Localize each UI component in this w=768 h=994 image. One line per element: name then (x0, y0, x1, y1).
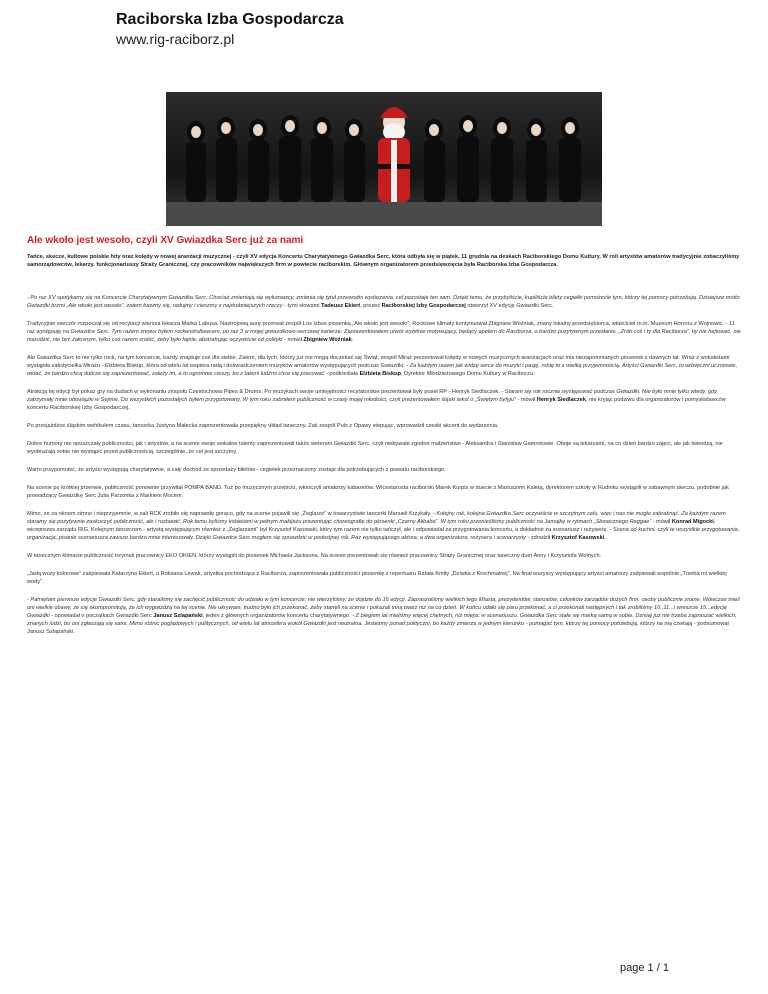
quote: - Z biegiem lat mieliśmy więcej chętnych, niż miejsc w scenariuszu. Gwiazdka Serc stała się marką samą w sobie. Dzisiaj już nie trzeba zapraszać wielkich, znanych ludzi, bo oni zgłaszają się sami. Mimo różnic poglądowych i politycznych, od wielu lat atmosfera wokół Gwiazdki jest neutralna. Jesteśmy ponad polityczni, bo każdy zmierza w jednym kierunku - pomagać tym, którzy tej pomocy potrzebują, którzy na nią czekają (27, 613, 737, 627)
site-header (116, 10, 344, 48)
paragraph-4: Atrakcją tej edycji był pokaz gry na dudach w wykonaniu zespołu Częstochowa Pipes & Drums. Po muzykach swoje umiejętności recytatorskie prezentował były poseł RP - Henryk Siedlaczek. - Staram się rok rocznie występować podczas Gwiazdki. Nie było mnie tylko wtedy, gdy zatrzymały mnie obowiązki w Sejmie. Do wszystkich pozostałych byłem przygotowany. W tym roku zabrałem publiczność w czasy mojej młodości, czyli prezentowałem śląski tekst o „Świętym byfyju” - mówił Henryk Siedlaczek, nie kryjąc podziwu dla organizatorów i pomysłodawców koncertu Raciborskiej Izby Gospodarczej. (27, 389, 726, 411)
stage-photo-image (166, 92, 602, 226)
paragraph-3: Ale Gwiazdka Serc to nie tylko rock, na tym koncercie, każdy znajduje coś dla siebie. Zatem, dla tych, którzy już nie mogą doczekać się Świąt, zespół Miraż prezentował kolędy w nowych muzycznych aranżacjach oraz mix niezapomnianych piosenek z dawnych lat. Wraz z wokalistami wystąpiła założycielka Mirażu - Elżbieta Biskup, która od wielu lat wspiera radą i doświadczeniem muzyków amatorów występujących podczas Gwiazdki. - Za każdym razem jak widzę serce do muzyki i pasję, robię to z wielką przyjemnością. Artyści Gwiazdki Serc, to wdzięczni uczniowie, widać, że bardzo chcą dobrze się zaprezentować, zależy im, a to ogromnie cieszy, bo z takimi ludźmi chce się pracować - podkreślała Elżbieta Biskup, Dyrektor Młodzieżowego Domu Kultury w Raciborzu. (27, 355, 738, 377)
article-lead: Tańce, skecze, kultowe polskie hity oraz kolędy w nowej aranżacji muzycznej - czyli XV edycja Koncertu Charytatywnego Gwiazdka Serc, która odbyła się w piątek, 11 grudnia na deskach Raciborskiego Domu Kultury. W roli artystów amatorów tradycyjnie zobaczyliśmy samorządowców, lekarzy, funkcjonariuszy Straży Granicznej, czy pracowników największych firm w powiecie raciborskim. Głównym organizatorem przedsięwzięcia była Raciborska Izba Gospodarcza. (27, 254, 740, 268)
paragraph-10: W tanecznym klimacie publiczność trzymali pracownicy EKO OKIEN, którzy wystąpili do piosenek Michaela Jacksona. Na scenie prezentowali się również pracownicy Straży Granicznej oraz taneczny duet Anny i Krzysztofa Wolnych. (27, 553, 602, 559)
person-name: Henryk Siedlaczek (536, 397, 586, 403)
paragraph-2: Tradycyjnie wieczór rozpoczął się od recytacji wiersza lekarza Marka Labusa. Nastrojową aurę przerwał zespół Los Izbos piosenką „Ale wkoło jest wesoło”. Rockowe klimaty kontynuował Zbigniew Woźniak, znany lokalny przedsiębiorca, właściciel m.in. Muzeum Horroru z Wojnowic. - 11 raz występuję na Gwiazdce Serc. Tym razem znowu byłem rockendrollowcem, po raz 3 w mojej gwiazdkowo-sercowej karierze. Zaprezentowałem utwór wybitnie motywujący, będący apelem do Raciborza, o bardzo pozytywnym przesłaniu. „Zrób coś i ty dla Raciborza”, by nie hejtować, nie marudzić, nie być żałosnym, tylko coś razem zrobić, żeby było fajnie, abstrahując oczywiście od polityki - mówił Zbigniew Woźniak. (27, 321, 741, 343)
paragraph-1: - Po raz XV spotykamy się na Koncercie Charytatywnym Gwiazdka Serc. Chociaż zmieniają się wykonawcy, zmienia się tytuł przewodni wydarzenia, cel pozostaje ten sam. Dzięki temu, że przybyliście, kupiliście bilety cegiełki pomożecie tym, którzy tej pomocy potrzebują. Dzisiejsze motto Gwiazdki brzmi „Ale wkoło jest wesoło”, zatem bawmy się, radujmy i cieszmy z najdrobniejszych rzeczy - tymi słowami Tadeusz Ekiert, prezes Raciborskiej Izby Gospodarczej otworzył XV edycję Gwiazdki Serc. (27, 295, 740, 309)
person-name: Zbigniew Woźniak (303, 337, 352, 343)
paragraph-5: Po przejażdżce śląskim wehikułem czasu, tancerka Justyna Małecka zaprezentowała przepiękny układ taneczny. Zaś zespół Puls z Opawy stepując, wprowadził czeski akcent do wydarzenia. (27, 423, 499, 429)
quote: - Kolejny rok, kolejna Gwiazdka Serc oczywiście w szczytnym celu, więc i nas nie mogło zabraknąć. Za każdym razem staramy się pozytywnie zaskoczyć publiczność, ale i rozbawić. Rok temu byliśmy kobietami w pełnym makijażu prezentując choreografię do piosenki „Czarny Alibaba”. W tym roku przenieśliśmy publiczność na Jamajkę w rytmach „Słonecznego Reggae” (27, 511, 726, 525)
quote: - 11 raz występuję na Gwiazdce Serc. Tym razem znowu byłem rockendrollowcem, po raz 3 w mojej gwiazdkowo-sercowej karierze. Zaprezentowałem utwór wybitnie motywujący, będący apelem do Raciborza, o bardzo pozytywnym przesłaniu. „Zrób coś i ty dla Raciborza”, by nie hejtować, nie marudzić, nie być żałosnym, tylko coś razem zrobić, żeby było fajnie, abstrahując oczywiście od polityki (27, 321, 741, 343)
paragraph-8: Na scenie po krótkiej przerwie, publiczność ponownie przywitał POMPA BAND. Tuż po muzycznym przejściu, wkroczyli amatorzy kabaretów. Wicestarosta raciborski Marek Kurpis w duecie z Mariuszem Kaletą, dyrektorem szkoły w Rudniku wystąpili w zabawnym skeczu, podobnie jak prowadzący Gwiazdkę Serc Julia Parzonka z Markiem Mocem. (27, 485, 729, 499)
paragraph-12: - Pamiętam pierwsze edycje Gwiazdki Serc, gdy staraliśmy się zachęcić publiczność do udziału w tym koncercie; nie wierzyliśmy, że dojdzie do 15 edycji. Zapraszaliśmy wielkich tego Miasta, prezydentów, starostów, członków zarządów dużych firm, osoby publicznie znane. Wówczas mieli oni wielkie obawy, że się skompromitują, że ich wygwizdżą na tej scenie. Nie ukrywam, trudno było ich przekonać, żeby stanęli na scenie i pokazali inną twarz niż na co dzień. W końcu udało się paru przekonać, a ci przekonali następnych i tak zrobiliśmy 10.,11...i wreszcie 15...edycję Gwiazdki - opowiadał o początkach Gwiazdki Serc Janusz Szlapański, jeden z głównych organizatorów koncertu charytatywnego. - Z biegiem lat mieliśmy więcej chętnych, niż miejsc w scenariuszu. Gwiazdka Serc stała się marką samą w sobie. Dzisiaj już nie trzeba zapraszać wielkich, znanych ludzi, bo oni zgłaszają się sami. Mimo różnic poglądowych i politycznych, od wielu lat atmosfera wokół Gwiazdki jest neutralna. Jesteśmy ponad polityczni, bo każdy zmierza w jednym kierunku - pomagać tym, którzy tej pomocy potrzebują, którzy na nią czekają - podsumował Janusz Szlapański. (27, 597, 740, 635)
paragraph-11: „Jadą wozy kolorowe” zaśpiewała Katarzyna Ekiert, a Roksana Lewak, artystka pochodząca z Raciborza, zaprezentowała publiczności piosenkę z repertuaru Rafała Kmity „Dziwka z Krochmalnej”. Na finał wszyscy występujący artyści amatorzy zaśpiewali wspólnie „Trzeba mi wielkiej wody”. (27, 571, 727, 585)
article (27, 234, 741, 646)
quote: - Staram się rok rocznie występować podczas Gwiazdki. Nie było mnie tylko wtedy, gdy zatrzymały mnie obowiązki w Sejmie. Do wszystkich pozostałych byłem przygotowany. W tym roku zabrałem publiczność w czasy mojej młodości, czyli prezentowałem śląski tekst o „Świętym byfyju” (27, 389, 717, 403)
paragraph-7: Warto przypomnieć, że artyści występują charytatywnie, a cały dochód ze sprzedaży biletów - cegiełek przeznaczony zostaje dla potrzebujących z powiatu raciborskiego. (27, 467, 446, 473)
person-name: Janusz Szlapański (153, 613, 203, 619)
article-photo (166, 92, 602, 226)
person-name: Krzysztof Kasowski (551, 535, 605, 541)
article-title: Ale wkoło jest wesoło, czyli XV Gwiazdka Serc już za nami (27, 235, 304, 246)
paragraph-6: Dobre humory nie opuszczały publiczności, jak i artystów, a na scenie swoje wokalne talenty zaprezentowali także weterani Gwiazdki Serc, czyli niebywałe zgodne małżeństwo - Aleksandra i Stanisław Gamrotowie. Oboje są lekarzami, na co dzień bardzo zajęci, ale jak twierdzą, nie wyobrażają sobie nie wystąpić przed publicznością, szczególnie, że cel jest szczytny. (27, 441, 723, 455)
quote: - Pamiętam pierwsze edycje Gwiazdki Serc, gdy staraliśmy się zachęcić publiczność do udziału w tym koncercie; nie wierzyliśmy, że dojdzie do 15 edycji. Zapraszaliśmy wielkich tego Miasta, prezydentów, starostów, członków zarządów dużych firm, osoby publicznie znane. Wówczas mieli oni wielkie obawy, że się skompromitują, że ich wygwizdżą na tej scenie. Nie ukrywam, trudno było ich przekonać, żeby stanęli na scenie i pokazali inną twarz niż na co dzień. W końcu udało się paru przekonać, a ci przekonali następnych i tak zrobiliśmy 10.,11...i wreszcie 15...edycję Gwiazdki (27, 597, 740, 619)
person-name: Konrad Migocki (671, 519, 714, 525)
site-url[interactable]: www.rig-raciborz.pl (116, 31, 235, 47)
quote: - Po raz XV spotykamy się na Koncercie Charytatywnym Gwiazdka Serc. Chociaż zmieniają się wykonawcy, zmienia się tytuł przewodni wydarzenia, cel pozostaje ten sam. Dzięki temu, że przybyliście, kupiliście bilety cegiełki pomożecie tym, którzy tej pomocy potrzebują. Dzisiejsze motto Gwiazdki brzmi „Ale wkoło jest wesoło”, zatem bawmy się, radujmy i cieszmy z najdrobniejszych rzeczy (27, 295, 740, 309)
quote: - Za każdym razem jak widzę serce do muzyki i pasję, robię to z wielką przyjemnością. Artyści Gwiazdki Serc, to wdzięczni uczniowie, widać, że bardzo chcą dobrze się zaprezentować, zależy im, a to ogromnie cieszy, bo z takimi ludźmi chce się pracować (27, 363, 738, 377)
person-name: Elżbieta Biskup (359, 371, 401, 377)
page-number: page 1 / 1 (620, 962, 669, 974)
quote: - Scena od kuchni, czyli te wszystkie przygotowania, organizacja, pisanie scenariusza zawsze bardzo mnie interesowały. Dzięki Gwiazdce Serc mogłem się sprawdzić w podwójnej roli. Raz występującego aktora, a dwa organizatora, reżysera i scenarzysty (27, 527, 740, 541)
paragraph-9: Mimo, że za oknem zimno i nieprzyjemnie, w sali RCK zrobiło się naprawdę gorąco, gdy na scenie pojawili się „Żeglarze” w towarzystwie tancerki Manueli Krzykały. - Kolejny rok, kolejna Gwiazdka Serc oczywiście w szczytnym celu, więc i nas nie mogło zabraknąć. Za każdym razem staramy się pozytywnie zaskoczyć publiczność, ale i rozbawić. Rok temu byliśmy kobietami w pełnym makijażu prezentując choreografię do piosenki „Czarny Alibaba”. W tym roku przenieśliśmy publiczność na Jamajkę w rytmach „Słonecznego Reggae” - mówił Konrad Migocki, wiceprezes zarządu RIG. Kolejnym tancerzem - artystą występującym również z „Żeglarzami” był Krzysztof Kasowski, który tym razem nie tylko tańczył, ale i odpowiadał za przygotowania koncertu, a dokładnie za scenariusz i reżyserię. - Scena od kuchni, czyli te wszystkie przygotowania, organizacja, pisanie scenariusza zawsze bardzo mnie interesowały. Dzięki Gwiazdce Serc mogłem się sprawdzić w podwójnej roli. Raz występującego aktora, a dwa organizatora, reżysera i scenarzysty - zdradził Krzysztof Kasowski. (27, 511, 740, 541)
site-title: Raciborska Izba Gospodarcza (116, 11, 344, 28)
organization-name: Raciborskiej Izby Gospodarczej (381, 303, 466, 309)
person-name: Tadeusz Ekiert (321, 303, 361, 309)
